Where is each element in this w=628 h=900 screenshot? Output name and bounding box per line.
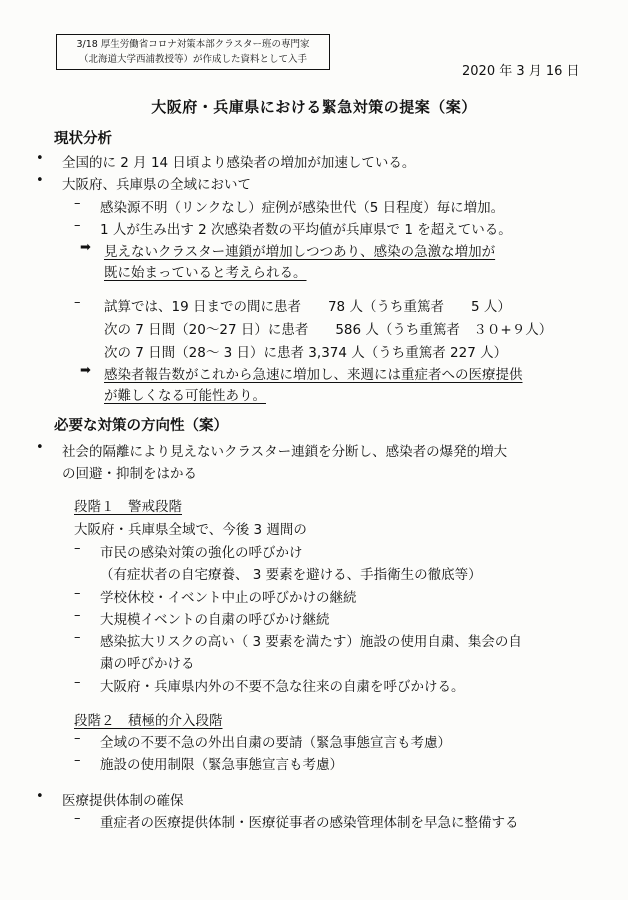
dash-icon: – — [74, 586, 81, 601]
dash-icon: – — [74, 811, 81, 826]
stage1-intro: 大阪府・兵庫県全域で、今後 3 週間の — [74, 522, 307, 538]
stage2-item2: 施設の使用制限（緊急事態宣言も考慮） — [100, 757, 343, 773]
stage1-item4-line2: 粛の呼びかける — [100, 656, 195, 672]
stage1-item2: 学校休校・イベント中止の呼びかけの継続 — [100, 590, 357, 606]
s1-conclusion2-line2: が難しくなる可能性あり。 — [104, 388, 266, 404]
stage1-item4-line1: 感染拡大リスクの高い（ 3 要素を満たす）施設の使用自粛、集会の自 — [100, 634, 522, 650]
stage1-item3: 大規模イベントの自粛の呼びかけ継続 — [100, 612, 330, 628]
s1-sub1: 感染源不明（リンクなし）症例が感染世代（5 日程度）毎に増加。 — [100, 200, 505, 216]
bullet-icon: • — [36, 789, 44, 804]
stage2-heading: 段階２ 積極的介入段階 — [74, 713, 223, 729]
s1-estimate-line1: 試算では、19 日までの間に患者 78 人（うち重篤者 5 人） — [104, 299, 511, 315]
dash-icon: – — [74, 608, 81, 623]
s2-bullet1-line2: の回避・抑制をはかる — [62, 466, 197, 482]
bullet-icon: • — [36, 151, 44, 166]
s2-bullet2: 医療提供体制の確保 — [62, 793, 184, 809]
stage1-item1: 市民の感染対策の強化の呼びかけ — [100, 545, 303, 561]
s2-bullet1-line1: 社会的隔離により見えないクラスター連鎖を分断し、感染者の爆発的増大 — [62, 444, 508, 460]
s1-conclusion1-line2: 既に始まっていると考えられる。 — [104, 265, 307, 281]
source-note-box — [56, 34, 330, 70]
arrow-icon: ➡ — [80, 240, 91, 255]
arrow-icon: ➡ — [80, 363, 91, 378]
s1-estimate-line3: 次の 7 日間（28～ 3 日）に患者 3,374 人（うち重篤者 227 人） — [104, 345, 508, 361]
dash-icon: – — [74, 295, 81, 310]
dash-icon: – — [74, 731, 81, 746]
stage1-item1-detail: （有症状者の自宅療養、 3 要素を避ける、手指衛生の徹底等） — [100, 567, 482, 583]
s1-conclusion2-line1: 感染者報告数がこれから急速に増加し、来週には重症者への医療提供 — [104, 367, 523, 383]
stage2-item1: 全域の不要不急の外出自粛の要請（緊急事態宣言も考慮） — [100, 735, 451, 751]
s2-bullet2-sub: 重症者の医療提供体制・医療従事者の感染管理体制を早急に整備する — [100, 815, 519, 831]
dash-icon: – — [74, 218, 81, 233]
stage1-heading: 段階１ 警戒段階 — [74, 499, 182, 515]
dash-icon: – — [74, 675, 81, 690]
document-date: 2020 年 3 月 16 日 — [462, 64, 580, 79]
stage1-item5: 大阪府・兵庫県内外の不要不急な往来の自粛を呼びかける。 — [100, 679, 465, 695]
s1-bullet1: 全国的に 2 月 14 日頃より感染者の増加が加速している。 — [62, 155, 416, 171]
s1-estimate-line2: 次の 7 日間（20～27 日）に患者 586 人（うち重篤者 ３０+９人） — [104, 322, 553, 338]
section1-heading: 現状分析 — [54, 131, 112, 147]
document-title: 大阪府・兵庫県における緊急対策の提案（案） — [151, 98, 477, 116]
s1-sub2: 1 人が生み出す 2 次感染者数の平均値が兵庫県で 1 を超えている。 — [100, 222, 512, 238]
dash-icon: – — [74, 630, 81, 645]
source-note-line2: （北海道大学西浦教授等）が作成した資料として入手 — [78, 54, 307, 65]
dash-icon: – — [74, 753, 81, 768]
section2-heading: 必要な対策の方向性（案） — [54, 418, 228, 434]
s1-conclusion1-line1: 見えないクラスター連鎖が増加しつつあり、感染の急激な増加が — [104, 244, 496, 260]
source-note-line1: 3/18 厚生労働省コロナ対策本部クラスター班の専門家 — [76, 39, 310, 50]
bullet-icon: • — [36, 440, 44, 455]
bullet-icon: • — [36, 173, 44, 188]
dash-icon: – — [74, 541, 81, 556]
dash-icon: – — [74, 196, 81, 211]
s1-bullet2: 大阪府、兵庫県の全域において — [62, 177, 251, 193]
